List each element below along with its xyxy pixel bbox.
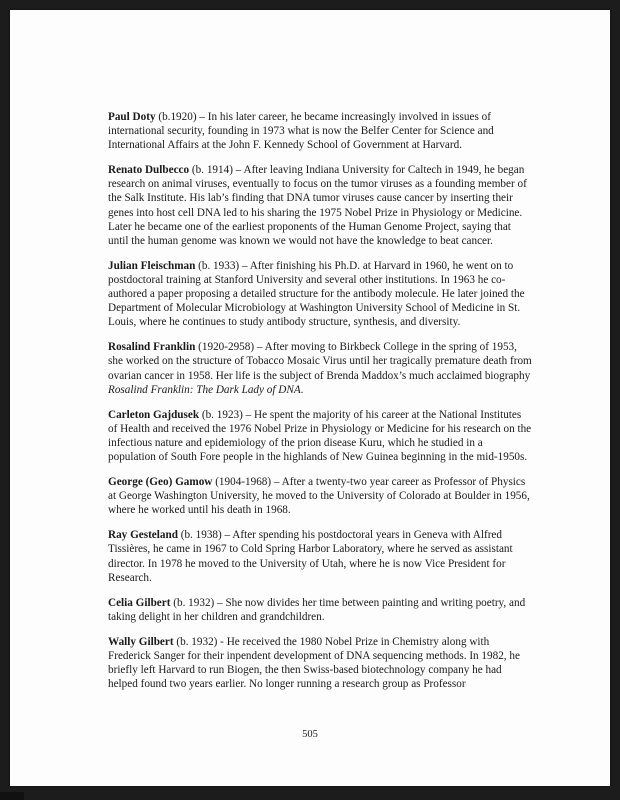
entry-paul-doty [108, 110, 532, 152]
scan-border-corner [0, 792, 24, 800]
entry-text: (b. 1923) – He spent the majority of his career at the National Institutes of Health and received the 1976 Nobel Prize in Physiology or Medicine for his research on the infectious nature and epidemiology of the prion disease Kuru, which he studied in a population of South Fore people in the highlands of New Guinea beginning in the mid-1950s. [108, 408, 532, 463]
entry-name: George (Geo) Gamow [108, 476, 213, 489]
entry-ray-gesteland [108, 528, 532, 584]
entry-name: Paul Doty [108, 111, 156, 123]
entry-text: (b. 1938) – After spending his postdoctoral years in Geneva with Alfred Tissières, he came in 1967 to Cold Spring Harbor Laboratory, where he served as assistant director. In 1978 he moved to the University of Utah, where he is now Vice President for Research. [108, 529, 513, 584]
entry-name: Ray Gesteland [108, 529, 178, 542]
entry-rosalind-franklin [108, 340, 532, 396]
entry-text: (1920-2958) – After moving to Birkbeck College in the spring of 1953, she worked on the structure of Tobacco Mosaic Virus until her tragically premature death from ovarian cancer in 1958. Her life is the subject of Brenda Maddox’s much acclaimed biography [108, 341, 532, 382]
entry-george-gamow [108, 475, 532, 517]
page-number: 505 [302, 729, 318, 740]
book-title: Rosalind Franklin: The Dark Lady of DNA [108, 383, 301, 396]
entry-text: (b.1920) – In his later career, he became increasingly involved in issues of international security, founding in 1973 what is now the Belfer Center for Science and International Affairs at the John F. Kennedy School of Government at Harvard. [108, 111, 494, 152]
entry-julian-fleischman [108, 259, 532, 329]
entry-name: Wally Gilbert [108, 635, 174, 648]
entry-text: (1904-1968) – After a twenty-two year career as Professor of Physics at George Washington University, he moved to the University of Colorado at Boulder in 1956, where he worked until his death in 1968. [108, 476, 530, 517]
entry-name: Julian Fleischman [108, 259, 196, 272]
entry-wally-gilbert [108, 635, 532, 691]
entry-carleton-gajdusek [108, 408, 532, 464]
entry-renato-dulbecco [108, 163, 532, 248]
entry-name: Carleton Gajdusek [108, 408, 200, 421]
entry-text: (b. 1914) – After leaving Indiana University for Caltech in 1949, he began research on animal viruses, eventually to focus on the tumor viruses as a founding member of the Salk Institute. His lab’s finding that DNA tumor viruses cause cancer by inserting their genes into host cell DNA led to his sharing the 1975 Nobel Prize in Physiology or Medicine. Later he became one of the earliest proponents of the Human Genome Project, saying that until the human genome was known we would not have the knowledge to beat cancer. [108, 164, 527, 247]
entry-name: Rosalind Franklin [108, 341, 196, 354]
document-page [10, 10, 610, 786]
entry-name: Renato Dulbecco [108, 164, 190, 177]
entry-text: (b. 1932) - He received the 1980 Nobel Prize in Chemistry along with Frederick Sanger for their inpendent development of DNA sequencing methods. In 1982, he briefly left Harvard to run Biogen, the then Swiss-based biotechnology company he had helped found two years earlier. No longer running a research group as Professor [108, 635, 520, 691]
entry-text: (b. 1933) – After finishing his Ph.D. at Harvard in 1960, he went on to postdoctoral training at Stanford University and several other institutions. In 1963 he co-authored a paper proposing a detailed structure for the antibody molecule. He later joined the Department of Molecular Microbiology at Washington University School of Medicine in St. Louis, where he continues to study antibody structure, synthesis, and diversity. [108, 259, 525, 329]
entry-text: (b. 1932) – She now divides her time between painting and writing poetry, and taking delight in her children and grandchildren. [108, 596, 526, 623]
page-content [108, 110, 532, 702]
entry-name: Celia Gilbert [108, 596, 171, 609]
entry-celia-gilbert [108, 596, 532, 624]
entry-text-end: . [300, 383, 304, 396]
